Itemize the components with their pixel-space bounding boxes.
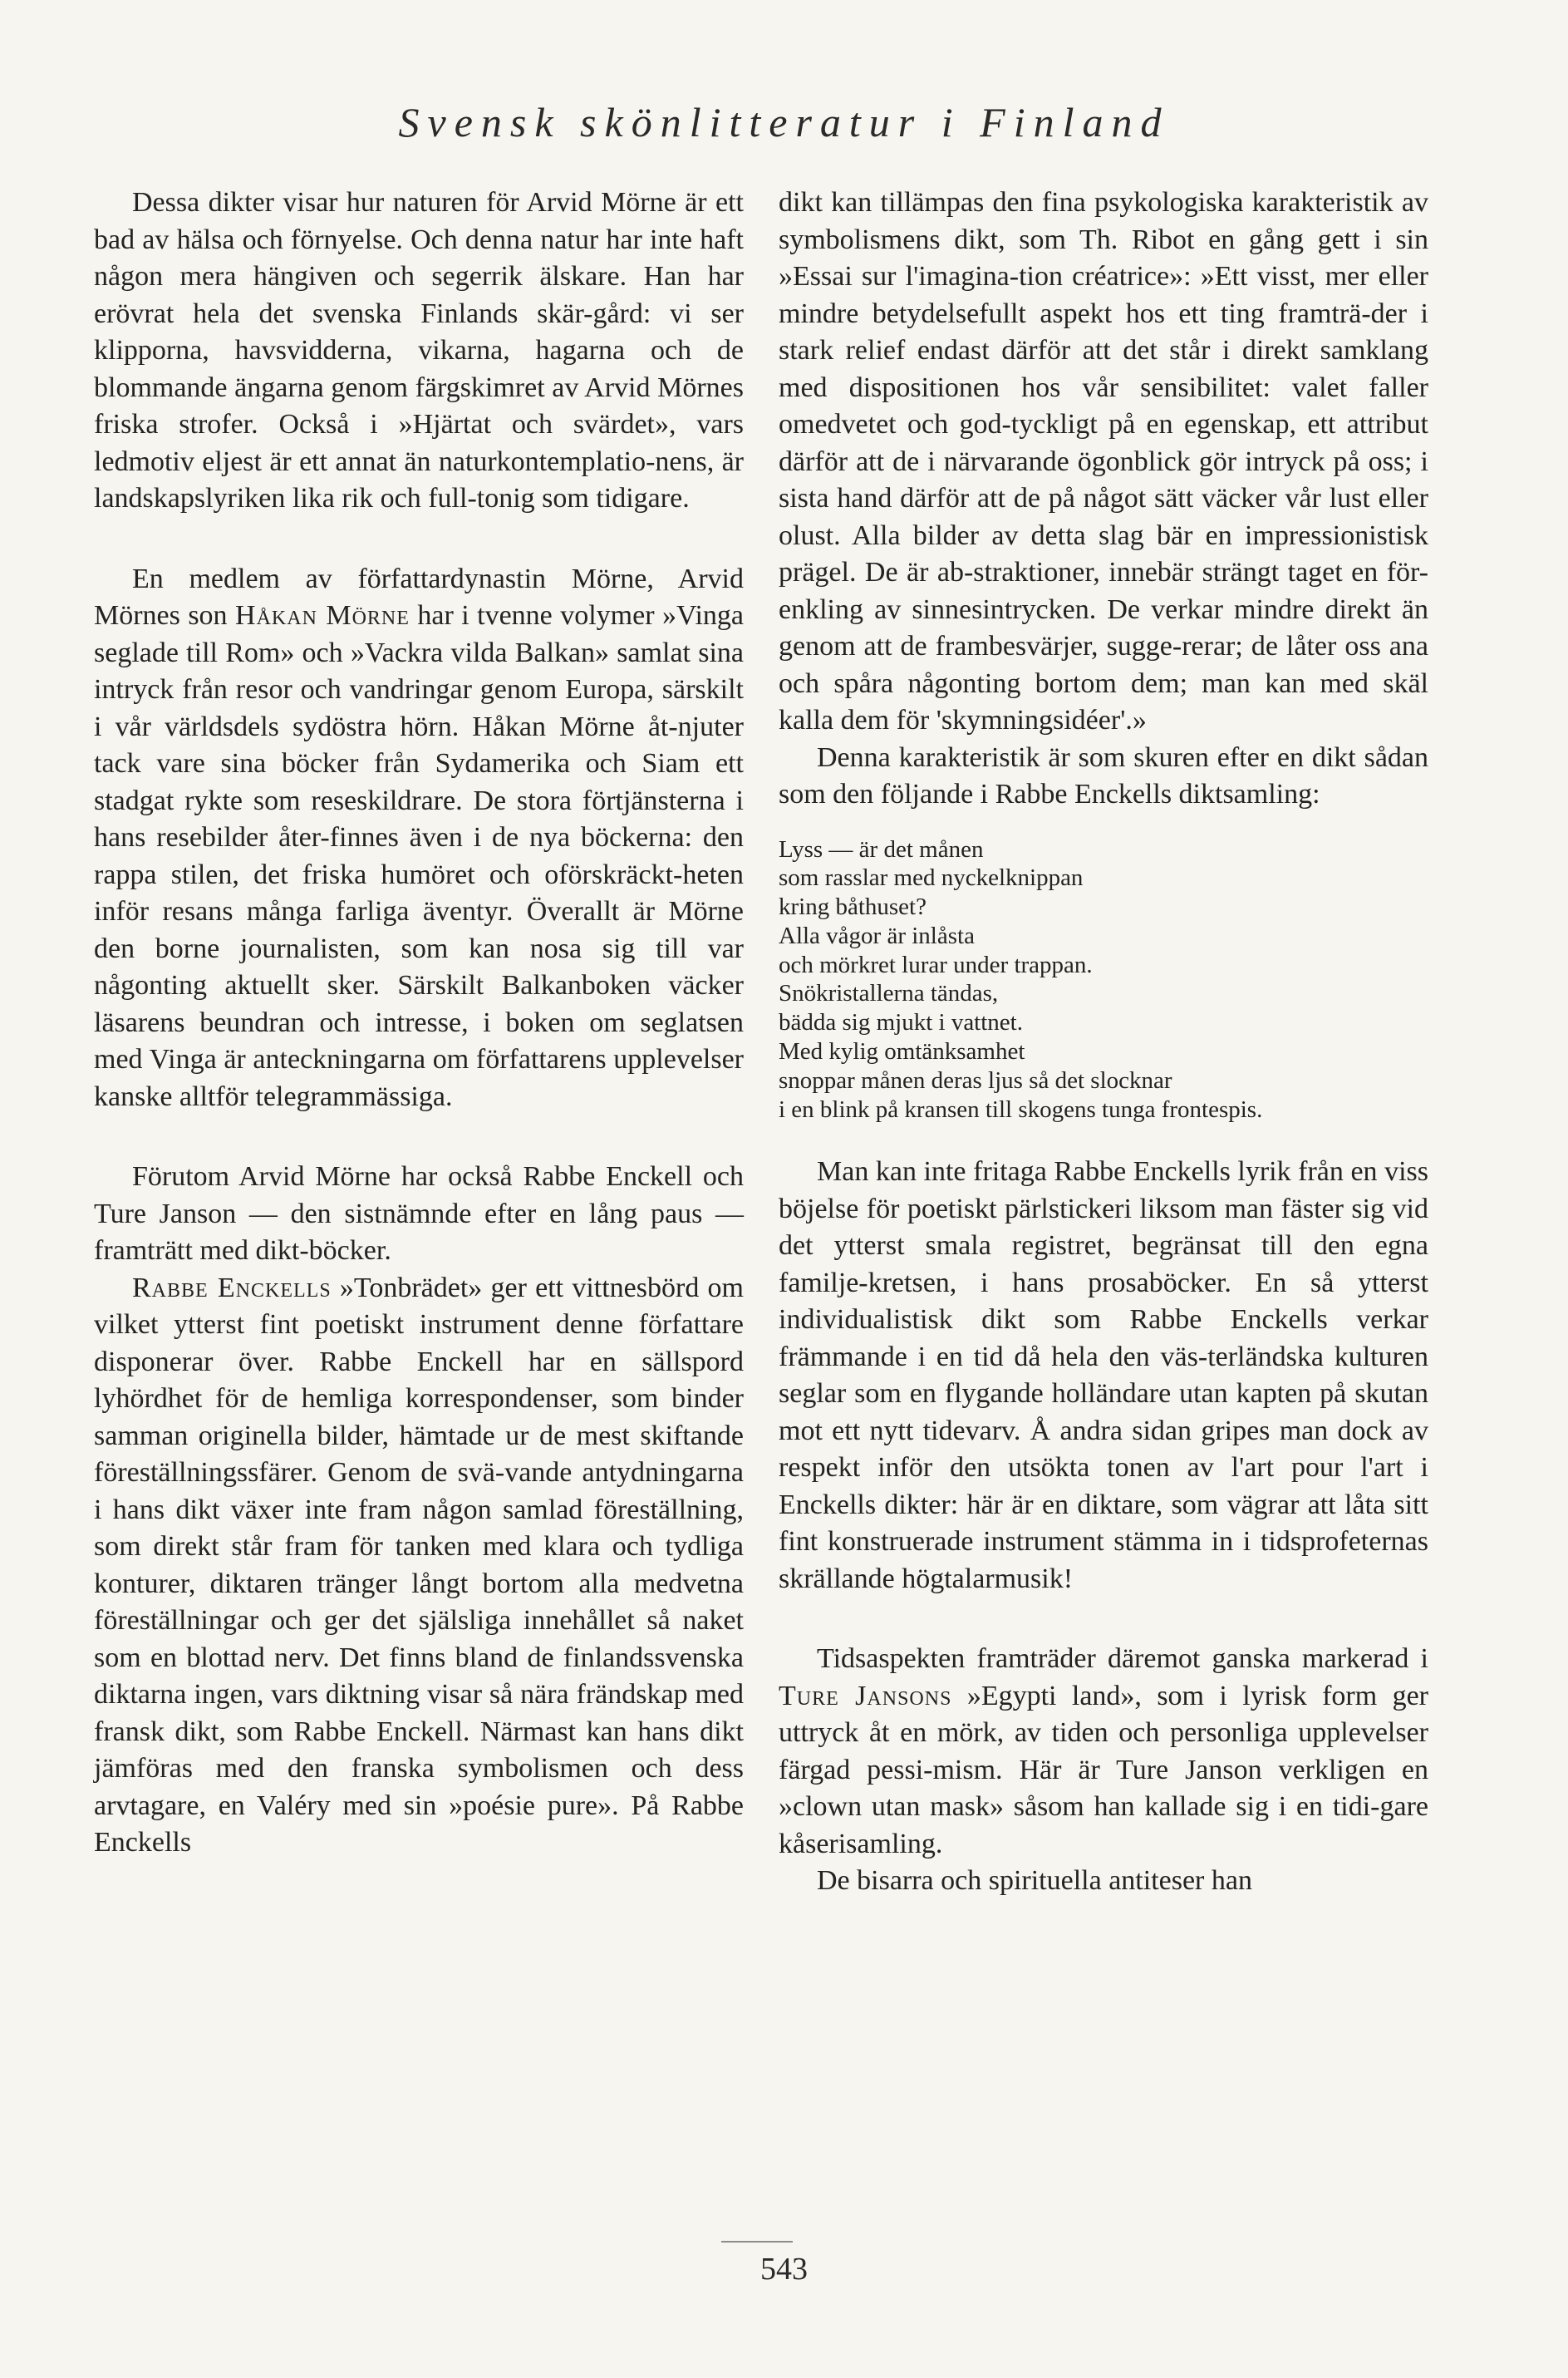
right-column bbox=[779, 185, 1428, 1900]
poem-line: Alla vågor är inlåsta bbox=[779, 922, 975, 949]
paragraph-ribot-quote: dikt kan tillämpas den fina psykologiska karakteristik av symbolismens dikt, som Th. Ribot en gång gett i sin »Essai sur l'imagina-tion créatrice»: »Ett visst, mer eller mindre betydelsefullt aspekt hos ett ting framträ-der i stark relief endast därför att det står i direkt samklang med dispositionen hos vår sensibilitet: valet faller omedvetet och god-tyckligt på en egenskap, ett attribut därför att de i närvarande ögonblick gör intryck på oss; i sista hand därför att de på något sätt väcker vår lust eller olust. Alla bilder av detta slag bär en impressionistisk prägel. De är ab-straktioner, innebär strängt taget en för-enkling av sinnesintrycken. De verkar mindre direkt än genom att de frambesvärjer, sugge-rerar; de låter oss ana och spåra någonting bortom dem; man kan med skäl kalla dem för 'skymningsidéer'.» bbox=[779, 187, 1428, 736]
author-name-ture-janson: Ture Jansons bbox=[779, 1680, 952, 1711]
poem-line: bädda sig mjukt i vattnet. bbox=[779, 1009, 1023, 1036]
poem-line: Med kylig omtänksamhet bbox=[779, 1038, 1025, 1066]
paragraph-antitheses: De bisarra och spirituella antiteser han bbox=[817, 1865, 1252, 1897]
left-column bbox=[94, 185, 744, 1862]
paragraph-morne-nature: Dessa dikter visar hur naturen för Arvid Mörne är ett bad av hälsa och förnyelse. Och denna natur har inte haft någon mera hängiven och segerrik älskare. Han har erövrat hela det svenska Finlands skär-gård: vi ser klipporna, havsvidderna, vikarna, hagarna och de blommande ängarna genom färgskimret av Arvid Mörnes friska strofer. Också i »Hjärtat och svärdet», vars ledmotiv eljest är ett annat än naturkontemplatio-nens, är landskapslyriken lika rik och full-tonig som tidigare. bbox=[94, 187, 744, 514]
paragraph-characteristic: Denna karakteristik är som skuren efter en dikt sådan som den följande i Rabbe Enckells diktsamling: bbox=[779, 741, 1428, 810]
paragraph-hakan-morne: En medlem av författardynastin Mörne, Arvid Mörnes son Håkan Mörne har i tvenne volymer »Vinga seglade till Rom» och »Vackra vilda Balkan» samlat sina intryck från resor och vandringar genom Europa, särskilt i vår världsdels sydöstra hörn. Håkan Mörne åt-njuter tack vare sina böcker från Sydamerika och Siam ett stadgat rykte som reseskildrare. De stora förtjänsterna i hans resebilder åter-finnes även i de nya böckerna: den rappa stilen, det friska humöret och oförskräckt-heten inför resans många farliga äventyr. Överallt är Mörne den borne journalisten, som kan nosa sig till var någonting aktuellt sker. Särskilt Balkanboken väcker läsarens beundran och intresse, i boken om seglatsen med Vinga är anteckningarna om författarens upplevelser kanske alltför telegrammässiga. bbox=[94, 563, 745, 1112]
poem-excerpt bbox=[779, 835, 1428, 1125]
author-name-hakan-morne: Håkan Mörne bbox=[235, 600, 410, 631]
paragraph-enckell-janson-intro: Förutom Arvid Mörne har också Rabbe Enckell och Ture Janson — den sistnämnde efter en lång paus — framträtt med dikt-böcker. bbox=[94, 1161, 744, 1266]
poem-line: och mörkret lurar under trappan. bbox=[779, 951, 1093, 978]
footer-rule bbox=[721, 2241, 793, 2243]
poem-line: Snökristallerna tändas, bbox=[779, 980, 999, 1007]
paragraph-rabbe-enckell: Rabbe Enckells »Tonbrädet» ger ett vittnesbörd om vilket ytterst fint poetiskt instrument denne författare disponerar över. Rabbe Enckell har en sällspord lyhördhet för de hemliga korrespondenser, som binder samman originella bilder, hämtade ur de mest skiftande föreställningssfärer. Genom de svä-vande antydningarna i hans dikt växer inte fram någon samlad föreställning, som direkt står fram för tanken med klara och tydliga konturer, diktaren tränger långt bortom alla medvetna föreställningar och ger det själsliga innehållet så naket som en blottad nerv. Det finns bland de finlandssvenska diktarna ingen, vars diktning visar så nära frändskap med fransk dikt, som Rabbe Enckell. Närmast kan hans dikt jämföras med den franska symbolismen och dess arvtagare, en Valéry med sin »poésie pure». På Rabbe Enckells bbox=[94, 1272, 744, 1858]
running-title: Svensk skönlitteratur i Finland bbox=[398, 99, 1170, 145]
poem-line: i en blink på kransen till skogens tunga frontespis. bbox=[779, 1095, 1263, 1123]
poem-line: som rasslar med nyckelknippan bbox=[779, 864, 1084, 892]
poem-line: Lyss — är det månen bbox=[779, 835, 984, 863]
poem-line: snoppar månen deras ljus så det slocknar bbox=[779, 1066, 1172, 1094]
author-name-rabbe-enckell: Rabbe Enckells bbox=[132, 1272, 332, 1303]
poem-line: kring båthuset? bbox=[779, 894, 927, 921]
paragraph-enckell-critique: Man kan inte fritaga Rabbe Enckells lyrik från en viss böjelse för poetiskt pärlstickeri liksom man fäster sig vid det ytterst smala registret, begränsat till den egna familje-kretsen, i hans prosaböcker. En så ytterst individualistisk dikt som Rabbe Enckells verkar främmande i en tid då hela den väs-terländska kulturen seglar som en flygande holländare utan kapten på skutan mot ett nytt tidevarv. Å andra sidan gripes man dock av respekt inför den utsökta tonen av l'art pour l'art i Enckells dikter: här är en diktare, som vägrar att låta sitt fint konstruerade instrument stämma in i tidsprofeternas skrällande högtalarmusik! bbox=[779, 1156, 1428, 1594]
paragraph-ture-janson: Tidsaspekten framträder däremot ganska markerad i Ture Jansons »Egypti land», som i lyrisk form ger uttryck åt en mörk, av tiden och personliga upplevelser färgad pessi-mism. Här är Ture Janson verkligen en »clown utan mask» såsom han kallade sig i en tidi-gare kåserisamling. bbox=[779, 1643, 1428, 1859]
page-number: 543 bbox=[760, 2252, 808, 2287]
